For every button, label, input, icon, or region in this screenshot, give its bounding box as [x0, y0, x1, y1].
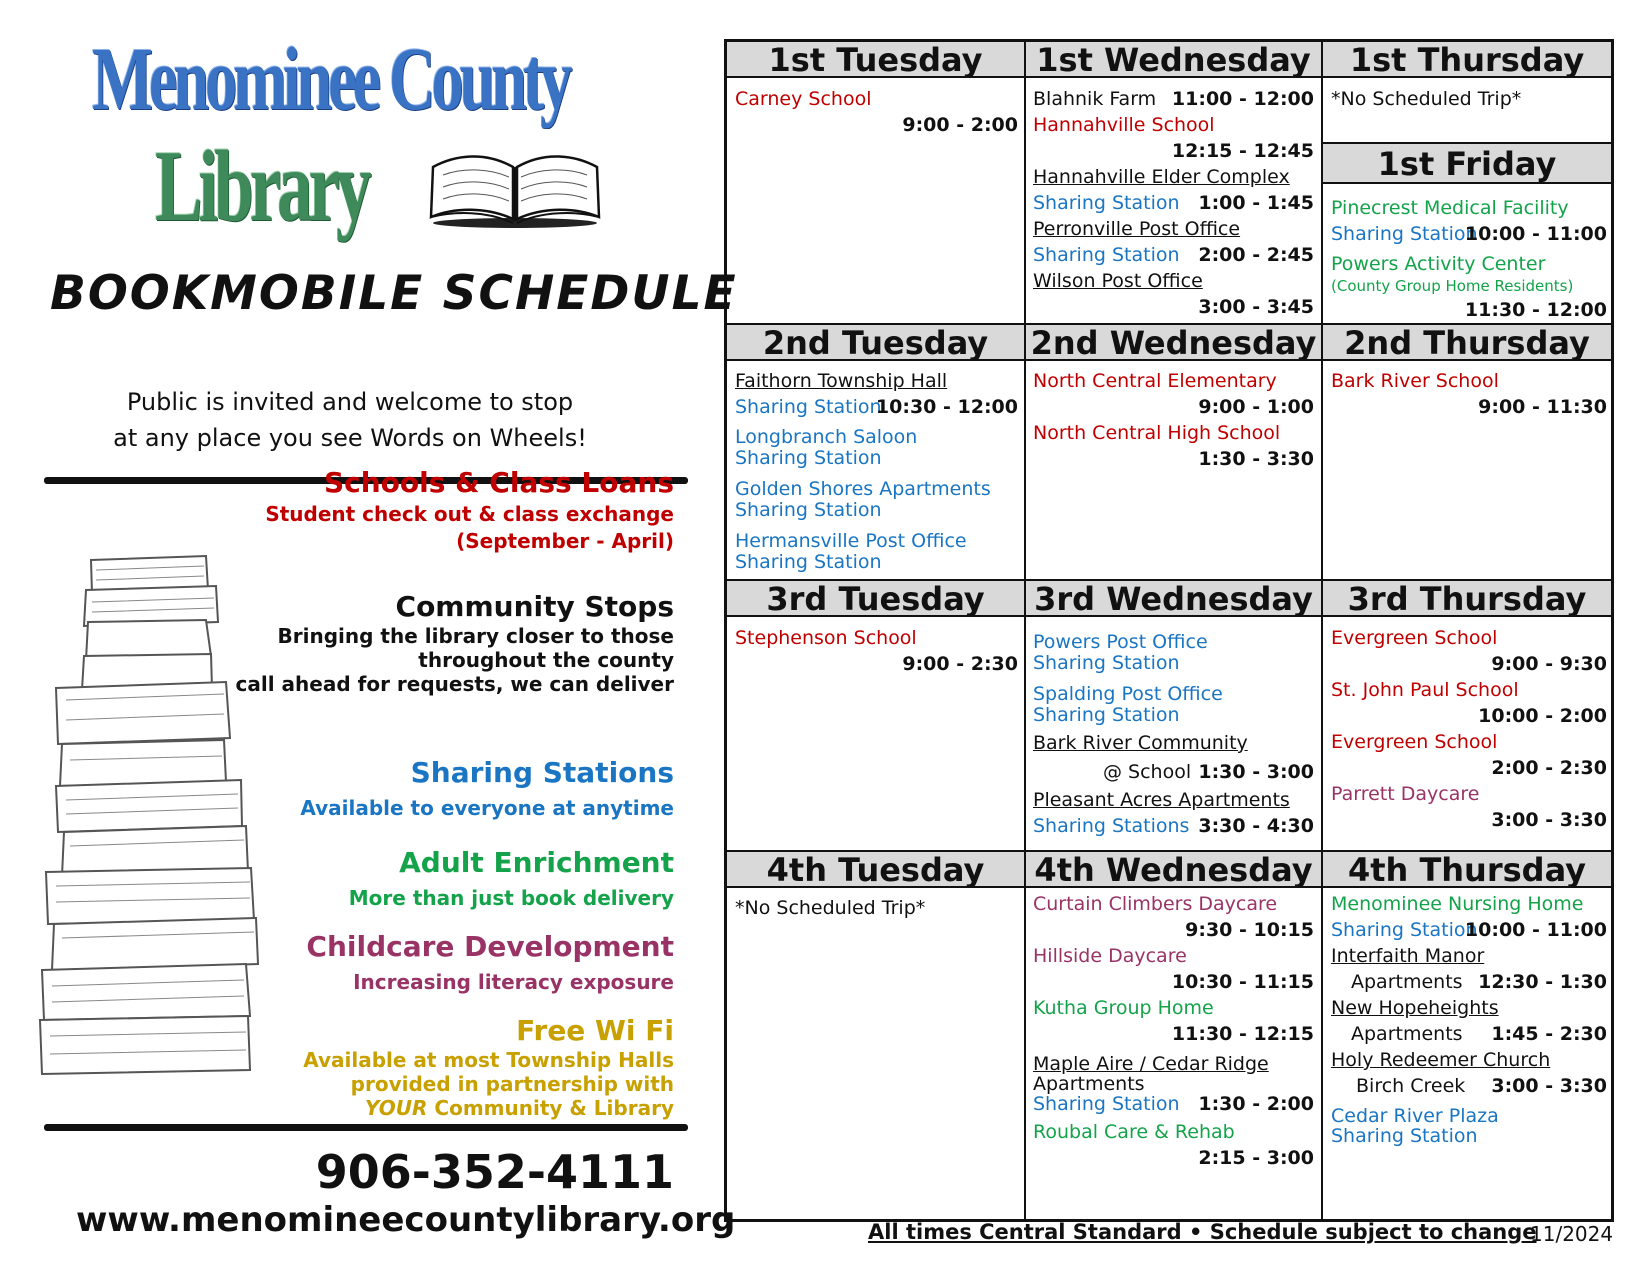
open-book-icon [425, 145, 605, 230]
service-sharing: Sharing Stations Available to everyone at anytime [300, 756, 674, 820]
header-4th-thursday: 4th Thursday [1323, 850, 1611, 888]
cell-1st-thursday: *No Scheduled Trip* [1331, 88, 1522, 110]
header-2nd-thursday: 2nd Thursday [1323, 323, 1611, 361]
service-wifi: Free Wi Fi Available at most Township Halls provided in partnership with YOUR Community & Library [303, 1014, 674, 1120]
header-4th-tuesday: 4th Tuesday [727, 850, 1024, 888]
cell-3rd-wednesday: Powers Post Office Sharing Station Spalding Post Office Sharing Station Bark River Community @ School 1:30 - 3:00 Pleasant Acres Apartments Sharing Stations 3:30 - 4:30 [1033, 631, 1314, 837]
header-1st-thursday: 1st Thursday [1323, 40, 1611, 78]
bookmobile-title: BOOKMOBILE SCHEDULE [50, 266, 738, 321]
phone-number[interactable]: 906-352-4111 [315, 1145, 674, 1199]
header-3rd-thursday: 3rd Thursday [1323, 579, 1611, 617]
cell-4th-thursday: Menominee Nursing Home Sharing Station 10:00 - 11:00 Interfaith Manor Apartments 12:30 - 1:30 New Hopeheights Apartments 1:45 - 2:30 Holy Redeemer Church Birch Creek 3:00 - 3:30 Cedar River Plaza Sharing Station [1331, 893, 1607, 1147]
cell-1st-wednesday: Blahnik Farm 11:00 - 12:00 Hannahville School 12:15 - 12:45 Hannahville Elder Complex Sharing Station 1:00 - 1:45 Perronville Post Office Sharing Station 2:00 - 2:45 Wilson Post Office 3:00 - 3:45 [1033, 88, 1314, 318]
cell-4th-wednesday: Curtain Climbers Daycare 9:30 - 10:15 Hillside Daycare 10:30 - 11:15 Kutha Group Home 11:30 - 12:15 Maple Aire / Cedar Ridge Apartments Sharing Station 1:30 - 2:00 Roubal Care & Rehab 2:15 - 3:00 [1033, 893, 1314, 1169]
cell-3rd-tuesday: Stephenson School 9:00 - 2:30 [735, 627, 1018, 675]
logo-line1: Menominee County [92, 30, 569, 129]
header-1st-friday: 1st Friday [1323, 142, 1611, 184]
header-2nd-tuesday: 2nd Tuesday [727, 323, 1024, 361]
invite-text: Public is invited and welcome to stop at any place you see Words on Wheels! [113, 388, 587, 452]
header-4th-wednesday: 4th Wednesday [1026, 850, 1321, 888]
header-3rd-wednesday: 3rd Wednesday [1026, 579, 1321, 617]
service-childcare: Childcare Development Increasing literacy exposure [306, 930, 674, 994]
service-community: Community Stops Bringing the library closer to those throughout the county call ahead for requests, we can deliver [235, 590, 674, 696]
divider-bottom [44, 1124, 688, 1131]
schedule-footer: All times Central Standard • Schedule subject to change [868, 1220, 1537, 1244]
cell-2nd-tuesday: Faithorn Township Hall Sharing Station 10:30 - 12:00 Longbranch Saloon Sharing Station Golden Shores Apartments Sharing Station Hermansville Post Office Sharing Station [735, 370, 1018, 573]
cell-4th-tuesday: *No Scheduled Trip* [735, 897, 926, 919]
cell-1st-friday: Pinecrest Medical Facility Sharing Station 10:00 - 11:00 Powers Activity Center (County Group Home Residents) 11:30 - 12:00 [1331, 197, 1607, 321]
logo-line2: Library [155, 130, 368, 243]
cell-2nd-wednesday: North Central Elementary 9:00 - 1:00 North Central High School 1:30 - 3:30 [1033, 370, 1314, 470]
cell-1st-tuesday: Carney School 9:00 - 2:00 [735, 88, 1018, 136]
schedule-grid [724, 39, 1614, 1222]
website-link[interactable]: www.menomineecountylibrary.org [76, 1200, 736, 1240]
service-adult: Adult Enrichment More than just book delivery [348, 846, 674, 910]
cell-2nd-thursday: Bark River School 9:00 - 11:30 [1331, 370, 1607, 418]
service-schools: Schools & Class Loans Student check out & class exchange (September - April) [265, 466, 674, 553]
revision-date: 11/2024 [1530, 1222, 1614, 1246]
header-1st-wednesday: 1st Wednesday [1026, 40, 1321, 78]
header-3rd-tuesday: 3rd Tuesday [727, 579, 1024, 617]
cell-3rd-thursday: Evergreen School 9:00 - 9:30 St. John Paul School 10:00 - 2:00 Evergreen School 2:00 - 2:30 Parrett Daycare 3:00 - 3:30 [1331, 627, 1607, 831]
header-1st-tuesday: 1st Tuesday [727, 40, 1024, 78]
header-2nd-wednesday: 2nd Wednesday [1026, 323, 1321, 361]
